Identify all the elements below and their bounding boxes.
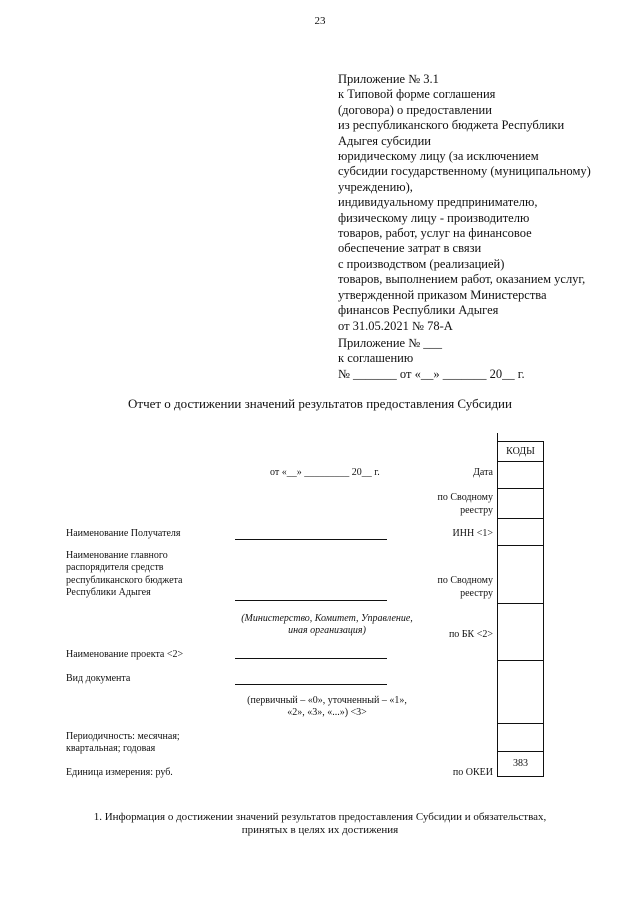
code-cell-okei: 383 (498, 751, 543, 776)
manager-label-line: распорядителя средств (66, 562, 164, 574)
code-cell-date (498, 461, 543, 488)
label-svod2-b: реестру (460, 588, 493, 599)
agreement-line: № _______ от «__» _______ 20__ г. (338, 366, 525, 381)
project-field-line (235, 658, 387, 659)
annex-line: товаров, выполнением работ, оказанием услуг, (338, 272, 586, 287)
label-date: Дата (473, 467, 493, 478)
annex-line: физическому лицу - производителю (338, 210, 530, 225)
code-cell-bk (498, 603, 543, 660)
label-bk: по БК <2> (448, 629, 493, 640)
annex-line: юридическому лицу (за исключением (338, 149, 539, 164)
annex-line: с производством (реализацией) (338, 256, 505, 271)
manager-hint-line: (Министерство, Комитет, Управление, (241, 613, 413, 624)
section-1-heading (0, 811, 640, 837)
doc-type-hint (232, 695, 422, 720)
report-date: от «__» _________ 20__ г. (270, 467, 380, 478)
manager-hint-line: иная организация) (288, 625, 366, 637)
doc-type-hint-line: (первичный – «0», уточненный – «1», (247, 695, 407, 706)
label-inn: ИНН <1> (452, 528, 493, 539)
manager-label (66, 550, 182, 600)
agreement-line: Приложение № ___ (338, 336, 443, 350)
section-1-line: принятых в целях их достижения (241, 824, 399, 836)
label-okei: по ОКЕИ (452, 767, 493, 778)
manager-label-line: Наименование главного (66, 550, 168, 561)
doc-type-hint-line: «2», «3», «...») <3> (287, 707, 367, 719)
annex-line: субсидии государственному (муниципальному) (338, 164, 591, 179)
annex-line: финансов Республики Адыгея (338, 303, 499, 318)
code-cell-svod2 (498, 545, 543, 603)
codes-header: КОДЫ (498, 441, 543, 461)
doc-type-field-line (235, 684, 387, 685)
periodicity-line: квартальная; годовая (66, 743, 156, 755)
recipient-label: Наименование Получателя (66, 528, 181, 539)
section-1-line: 1. Информация о достижении значений результатов предоставления Субсидии и обязательствах, (93, 811, 547, 823)
agreement-reference (338, 336, 525, 382)
table-edge-tick (497, 433, 498, 441)
report-title: Отчет о достижении значений результатов предоставления Субсидии (128, 396, 512, 411)
periodicity-line: Периодичность: месячная; (66, 731, 180, 742)
annex-line: утвержденной приказом Министерства (338, 287, 547, 302)
manager-field-line (235, 600, 387, 601)
manager-label-line: республиканского бюджета (66, 574, 183, 586)
periodicity-label (66, 731, 180, 756)
annex-line: товаров, работ, услуг на финансовое (338, 226, 532, 241)
unit-label: Единица измерения: руб. (66, 767, 173, 778)
annex-line: индивидуальному предпринимателю, (338, 195, 538, 210)
label-svod2-a: по Сводному (437, 575, 493, 586)
label-svod1-b: реестру (460, 505, 493, 516)
page-number: 23 (314, 15, 326, 27)
annex-line: Приложение № 3.1 (338, 72, 439, 86)
annex-line: к Типовой форме соглашения (338, 87, 496, 102)
code-cell-period (498, 723, 543, 751)
annex-line: обеспечение затрат в связи (338, 241, 482, 256)
annex-line: (договора) о предоставлении (338, 102, 492, 117)
annex-line: учреждению), (338, 179, 413, 194)
project-label: Наименование проекта <2> (66, 649, 184, 660)
annex-header (338, 72, 591, 334)
manager-hint (232, 613, 422, 638)
code-cell-inn (498, 518, 543, 545)
manager-label-line: Республики Адыгея (66, 587, 151, 599)
agreement-line: к соглашению (338, 351, 414, 366)
label-svod1-a: по Сводному (437, 492, 493, 503)
code-cell-doc (498, 660, 543, 723)
annex-line: из республиканского бюджета Республики (338, 118, 565, 133)
annex-line: от 31.05.2021 № 78-А (338, 318, 453, 333)
annex-line: Адыгея субсидии (338, 133, 431, 148)
recipient-field-line (235, 539, 387, 540)
codes-table (497, 441, 544, 777)
code-cell-svod1 (498, 488, 543, 518)
doc-type-label: Вид документа (66, 673, 131, 684)
